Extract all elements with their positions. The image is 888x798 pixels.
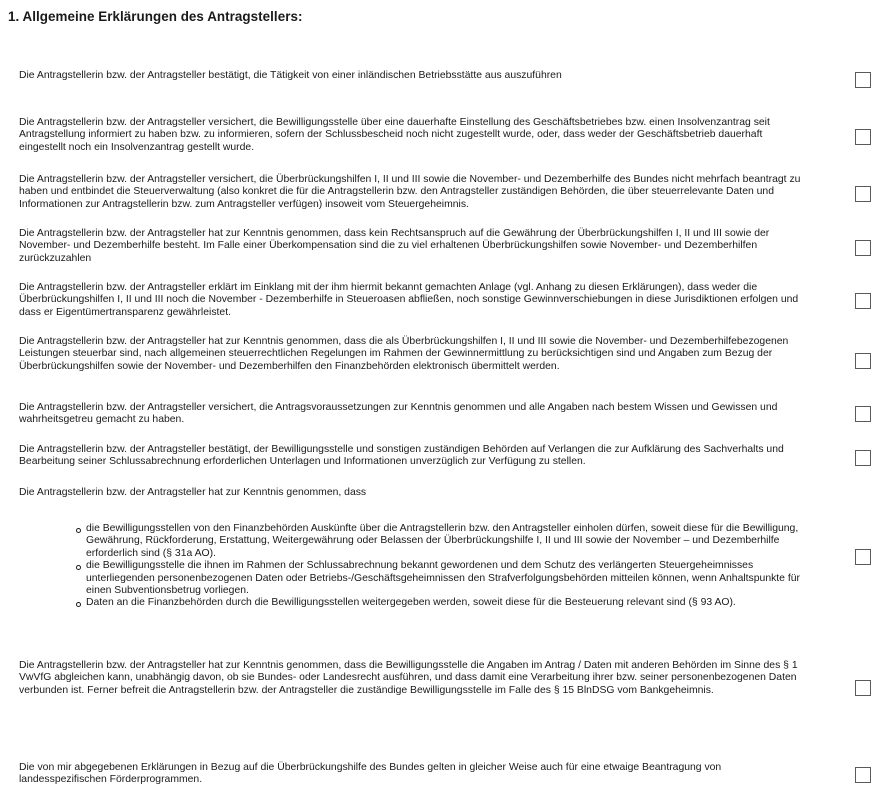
- bullet-dot-icon: [76, 602, 81, 607]
- bullet-item: [67, 560, 807, 597]
- declaration-text-3: Die Antragstellerin bzw. der Antragsteller versichert, die Überbrückungshilfen I, II und III sowie die November- und Dezemberhilfe des Bundes nicht mehrfach beantragt zu haben und entbindet die Steuerverwaltung (also konkret die für die Antragstellerin bzw. den Antragsteller zuständigen Behörden, die über steuerrelevante Daten und Informationen zur Antragstellerin bzw. zum Antragsteller verfügen) insoweit vom Steuergeheimnis.: [19, 174, 801, 210]
- declaration-text-7: Die Antragstellerin bzw. der Antragsteller versichert, die Antragsvoraussetzungen zur Kenntnis genommen und alle Angaben nach bestem Wissen und Gewissen und wahrheitsgetreu gemacht zu haben.: [19, 402, 778, 426]
- declaration-checkbox-10[interactable]: [855, 680, 871, 696]
- bullet-item: [67, 523, 807, 560]
- bullet-dot-icon: [76, 528, 81, 533]
- declaration-text-11: Die von mir abgegebenen Erklärungen in Bezug auf die Überbrückungshilfe des Bundes gelten in gleicher Weise auch für eine etwaige Beantragung von landesspezifischen Förderprogrammen.: [19, 762, 722, 786]
- declaration-checkbox-5[interactable]: [855, 293, 871, 309]
- declaration-text-2: Die Antragstellerin bzw. der Antragsteller versichert, die Bewilligungsstelle über eine dauerhafte Einstellung des Geschäftsbetriebes bzw. einen Insolvenzantrag seit Antragstellung informiert zu haben bzw. zu informieren, sofern der Schlussbescheid noch nicht zugestellt wurde, oder, dass weder der Geschäftsbetrieb dauerhaft eingestellt noch ein Insolvenzantrag gestellt wurde.: [19, 117, 770, 153]
- declaration-checkbox-8[interactable]: [855, 450, 871, 466]
- declaration-checkbox-3[interactable]: [855, 186, 871, 202]
- declaration-checkbox-7[interactable]: [855, 406, 871, 422]
- section-title: 1. Allgemeine Erklärungen des Antragstellers:: [8, 9, 303, 24]
- bullet-text: die Bewilligungsstelle die ihnen im Rahmen der Schlussabrechnung bekannt gewordenen und dem Schutz des verlängerten Steuergeheimnisses unterliegenden personenbezogenen Daten oder Betriebs-/Geschäftsgeheimnissen den Strafverfolgungsbehörden mitteilen können, wenn Anhaltspunkte für einen Subventionsbetrug vorliegen.: [86, 560, 800, 597]
- declaration-checkbox-6[interactable]: [855, 353, 871, 369]
- declaration-text-10: Die Antragstellerin bzw. der Antragsteller hat zur Kenntnis genommen, dass die Bewilligungsstelle die Angaben im Antrag / Daten mit anderen Behörden im Sinne des § 1 VwVfG abgleichen kann, unabhängig davon, ob sie Bundes- oder Landesrecht ausführen, und dass damit eine Verarbeitung ihrer bzw. seiner personenbezogenen Daten verbunden ist. Ferner befreit die Antragstellerin bzw. der Antragsteller die zuständige Bewilligungsstelle im Falle des § 15 BlnDSG vom Bankgeheimnis.: [19, 660, 798, 696]
- declaration-text-4: Die Antragstellerin bzw. der Antragsteller hat zur Kenntnis genommen, dass kein Rechtsanspruch auf die Gewährung der Überbrückungshilfen I, II und III sowie der November- und Dezemberhilfe besteht. Im Falle einer Überkompensation sind die zu viel erhaltenen Überbrückungshilfen sowie November- und Dezemberhilfen zurückzuzahlen: [19, 228, 770, 264]
- declaration-checkbox-4[interactable]: [855, 240, 871, 256]
- declaration-text-6: Die Antragstellerin bzw. der Antragsteller hat zur Kenntnis genommen, dass die als Überbrückungshilfen I, II und III sowie die November- und Dezemberhilfebezogenen Leistungen steuerbar sind, nach allgemeinen steuerrechtlichen Regelungen im Rahmen der Gewinnermittlung zu berücksichtigen sind und Angaben zum Bezug der Überbrückungshilfen sowie der November- und Dezemberhilfen den Finanzbehörden elektronisch übermittelt werden.: [19, 336, 789, 372]
- declaration-checkbox-9[interactable]: [855, 549, 871, 565]
- declaration-text-1: Die Antragstellerin bzw. der Antragsteller bestätigt, die Tätigkeit von einer inländischen Betriebsstätte aus auszuführen: [19, 70, 562, 81]
- declaration-text-8: Die Antragstellerin bzw. der Antragsteller bestätigt, der Bewilligungsstelle und sonstigen zuständigen Behörden auf Verlangen die zur Aufklärung des Sachverhalts und Bearbeitung seiner Schlussabrechnung erforderlichen Unterlagen und Informationen unverzüglich zur Verfügung zu stellen.: [19, 444, 784, 468]
- bullet-dot-icon: [76, 565, 81, 570]
- declaration-checkbox-2[interactable]: [855, 129, 871, 145]
- declaration-checkbox-1[interactable]: [855, 72, 871, 88]
- bullet-text: Daten an die Finanzbehörden durch die Bewilligungsstellen weitergegeben werden, soweit diese für die Besteuerung relevant sind (§ 93 AO).: [86, 597, 736, 609]
- declaration-text-9: Die Antragstellerin bzw. der Antragsteller hat zur Kenntnis genommen, dass: [19, 487, 367, 498]
- declaration-checkbox-11[interactable]: [855, 767, 871, 783]
- bullet-item: [67, 597, 807, 609]
- declaration-text-5: Die Antragstellerin bzw. der Antragsteller erklärt im Einklang mit der ihm hiermit bekannt gemachten Anlage (vgl. Anhang zu diesen Erklärungen), dass weder die Überbrückungshilfen I, II und III noch die November - Dezemberhilfe in Steueroasen abfließen, noch sonstige Gewinnverschiebungen in diese Jurisdiktionen erfolgen und dass er Eigentümertransparenz gewährleistet.: [19, 282, 799, 318]
- declaration-bullet-list: [67, 523, 807, 610]
- bullet-text: die Bewilligungsstellen von den Finanzbehörden Auskünfte über die Antragstellerin bzw. den Antragsteller einholen dürfen, soweit diese für die Bewilligung, Gewährung, Rückforderung, Erstattung, Weitergewährung oder Belassen der Überbrückungshilfe I, II und III sowie der November – und Dezemberhilfe erforderlich sind (§ 31a AO).: [86, 523, 799, 559]
